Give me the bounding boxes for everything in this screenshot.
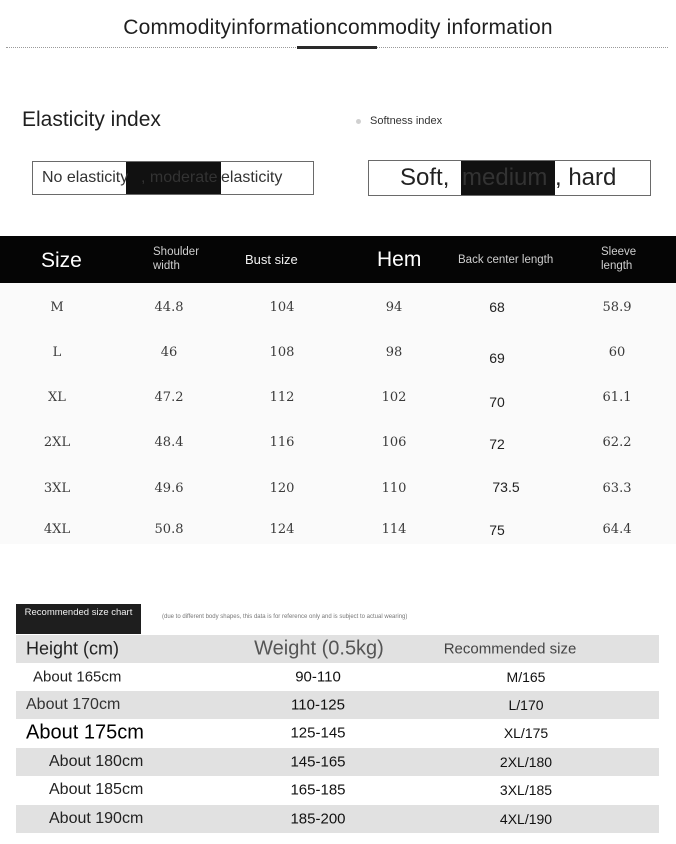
table-cell: 114 — [381, 522, 407, 537]
header-weight: Weight (0.5kg) — [254, 637, 384, 660]
header-height: Height (cm) — [26, 638, 120, 659]
header-recommended-size: Recommended size — [443, 640, 577, 658]
table-row — [16, 776, 659, 804]
table-cell: 98 — [385, 345, 403, 360]
table-row — [16, 805, 659, 833]
table-cell: 102 — [381, 390, 407, 405]
weight-cell: 90-110 — [295, 668, 341, 686]
table-cell: 69 — [489, 350, 505, 366]
recommended-size-badge: Recommended size chart — [16, 604, 141, 634]
title-accent-bar — [297, 46, 377, 49]
table-cell: 112 — [269, 390, 295, 405]
height-cell: About 170cm — [26, 696, 121, 713]
table-cell: 60 — [608, 345, 626, 360]
table-cell: 106 — [381, 435, 407, 450]
weight-cell: 165-185 — [290, 781, 346, 799]
table-cell: 62.2 — [602, 435, 632, 450]
size-cell: 2XL/180 — [499, 754, 553, 770]
table-cell: 110 — [381, 481, 407, 496]
size-cell: M/165 — [506, 669, 546, 685]
table-cell: L — [52, 345, 62, 360]
table-cell: 75 — [489, 522, 505, 538]
size-cell: XL/175 — [503, 725, 549, 741]
elasticity-option-moderate: , moderate — [141, 169, 218, 186]
table-cell: 104 — [269, 300, 295, 315]
table-cell: 64.4 — [602, 522, 632, 537]
header-shoulder-width: Shoulder width — [153, 246, 200, 272]
elasticity-option-elastic: elasticity — [221, 162, 282, 194]
table-cell: 3XL — [43, 481, 71, 496]
size-table-header — [0, 236, 676, 283]
softness-option-soft: Soft, — [400, 164, 450, 191]
table-cell: 46 — [160, 345, 178, 360]
size-cell: 4XL/190 — [499, 811, 553, 827]
header-back-center-length: Back center length — [458, 254, 554, 266]
height-cell: About 165cm — [33, 668, 122, 686]
page-title: Commodityinformationcommodity information — [123, 16, 553, 39]
softness-bullet-icon — [356, 119, 361, 124]
elasticity-scale — [32, 161, 314, 195]
recommended-header-row — [16, 635, 659, 663]
elasticity-index-label: Elasticity index — [22, 108, 161, 131]
table-cell: 68 — [489, 299, 505, 315]
header-size: Size — [41, 249, 82, 272]
elasticity-option-none: No elasticity — [42, 169, 129, 186]
height-cell: About 185cm — [49, 781, 144, 798]
softness-option-medium: medium — [462, 164, 548, 191]
table-cell: 116 — [269, 435, 295, 450]
weight-cell: 125-145 — [290, 724, 346, 742]
table-cell: 48.4 — [154, 435, 184, 450]
size-cell: L/170 — [508, 697, 544, 713]
table-cell: 108 — [269, 345, 295, 360]
table-cell: 50.8 — [154, 522, 184, 537]
height-cell: About 175cm — [26, 721, 144, 744]
weight-cell: 185-200 — [290, 810, 346, 828]
table-row — [16, 748, 659, 776]
table-cell: 94 — [385, 300, 403, 315]
height-cell: About 190cm — [49, 810, 144, 827]
table-cell: 70 — [489, 394, 505, 410]
size-cell: 3XL/185 — [499, 782, 553, 798]
header-hem: Hem — [377, 248, 422, 271]
table-cell: 2XL — [43, 435, 71, 450]
table-cell: 63.3 — [602, 481, 632, 496]
size-table-body — [0, 283, 676, 544]
table-cell: 49.6 — [154, 481, 184, 496]
table-cell: 73.5 — [492, 479, 520, 495]
header-bust-size: Bust size — [245, 252, 298, 267]
weight-cell: 145-165 — [290, 753, 346, 771]
table-row — [16, 663, 659, 691]
table-cell: 72 — [489, 436, 505, 452]
table-cell: 120 — [269, 481, 295, 496]
softness-scale — [368, 160, 651, 196]
table-cell: 124 — [269, 522, 295, 537]
table-cell: 44.8 — [154, 300, 184, 315]
table-cell: 47.2 — [154, 390, 184, 405]
table-cell: 4XL — [43, 522, 71, 537]
height-cell: About 180cm — [49, 753, 144, 770]
table-cell: 61.1 — [602, 390, 632, 405]
table-cell: 58.9 — [602, 300, 632, 315]
table-row — [16, 691, 659, 719]
table-cell: XL — [48, 390, 66, 405]
recommended-note: (due to different body shapes, this data is for reference only and is subject to actual wearing) — [162, 614, 408, 620]
table-cell: M — [50, 300, 64, 315]
weight-cell: 110-125 — [291, 696, 345, 714]
table-row — [16, 719, 659, 747]
softness-index-label: Softness index — [370, 115, 443, 127]
softness-option-hard: , hard — [555, 161, 616, 195]
header-sleeve-length: Sleeve length — [601, 246, 637, 272]
